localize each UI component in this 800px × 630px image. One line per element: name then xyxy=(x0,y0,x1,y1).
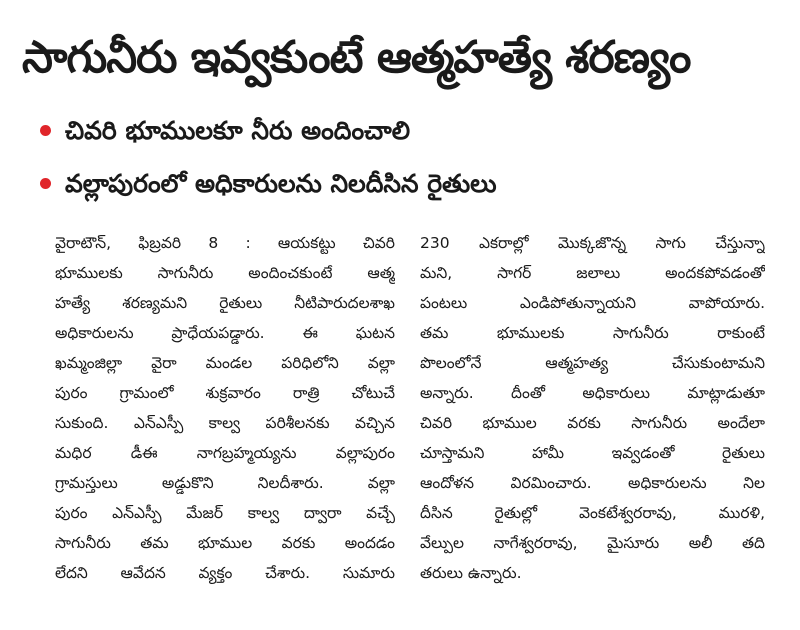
article-line: హత్యే శరణ్యమని రైతులు నీటిపారుదలశాఖ xyxy=(55,294,395,312)
article-line: మధిర డీఈ నాగబ్రహ్మయ్యను వల్లాపురం xyxy=(55,444,395,462)
article-line: చూస్తామని హామీ ఇవ్వడంతో రైతులు xyxy=(420,444,765,462)
headline: సాగునీరు ఇవ్వకుంటే ఆత్మహత్యే శరణ్యం xyxy=(22,32,691,83)
article-line: తరులు ఉన్నారు. xyxy=(420,564,522,582)
article-line: సుకుంది. ఎన్ఎస్పీ కాల్వ పరిశీలనకు వచ్చిన xyxy=(55,414,395,432)
subhead-2-text: వల్లాపురంలో అధికారులను నిలదీసిన రైతులు xyxy=(65,169,497,198)
article-line: భూములకు సాగునీరు అందించకుంటే ఆత్మ xyxy=(55,264,395,282)
subhead-1-text: చివరి భూములకూ నీరు అందించాలి xyxy=(65,116,411,145)
article-line: పురం ఎన్ఎస్పీ మేజర్ కాల్వ ద్వారా వచ్చే xyxy=(55,504,395,522)
article-line: పొలంలోనే ఆత్మహత్య చేసుకుంటామని xyxy=(420,354,765,372)
article-column-right xyxy=(420,228,765,588)
bullet-icon xyxy=(40,178,51,189)
article-line: మని, సాగర్ జలాలు అందకపోవడంతో xyxy=(420,264,765,282)
article-line: అధికారులను ప్రాధేయపడ్డారు. ఈ ఘటన xyxy=(55,324,395,342)
subhead-2 xyxy=(40,167,780,201)
article-line: అన్నారు. దీంతో అధికారులు మాట్లాడుతూ xyxy=(420,384,765,402)
article-line: 230 ఎకరాల్లో మొక్కజొన్న సాగు చేస్తున్నా xyxy=(420,234,765,252)
article-line: తమ భూములకు సాగునీరు రాకుంటే xyxy=(420,324,765,342)
subhead-1 xyxy=(40,114,780,148)
article-line: గ్రామస్తులు అడ్డుకొని నిలదీశారు. వల్లా xyxy=(55,474,395,492)
article-line: లేదని ఆవేదన వ్యక్తం చేశారు. సుమారు xyxy=(55,564,395,582)
article-line: పంటలు ఎండిపోతున్నాయని వాపోయారు. xyxy=(420,294,765,312)
article-line: ఖమ్మంజిల్లా వైరా మండల పరిధిలోని వల్లా xyxy=(55,354,395,372)
article-line: సాగునీరు తమ భూముల వరకు అందడం xyxy=(55,534,395,552)
article-line: దీసిన రైతుల్లో వెంకటేశ్వరరావు, మురళి, xyxy=(420,504,765,522)
article-column-left xyxy=(55,228,395,588)
bullet-icon xyxy=(40,125,51,136)
article-line: వైరాటౌన్, ఫిబ్రవరి 8 : ఆయకట్టు చివరి xyxy=(55,234,395,252)
article-line: పురం గ్రామంలో శుక్రవారం రాత్రి చోటుచే xyxy=(55,384,395,402)
article-line: వేల్పుల నాగేశ్వరరావు, మైసూరు అలీ తది xyxy=(420,534,765,552)
article-line: ఆందోళన విరమించారు. అధికారులను నిల xyxy=(420,474,765,492)
article-line: చివరి భూముల వరకు సాగునీరు అందేలా xyxy=(420,414,765,432)
